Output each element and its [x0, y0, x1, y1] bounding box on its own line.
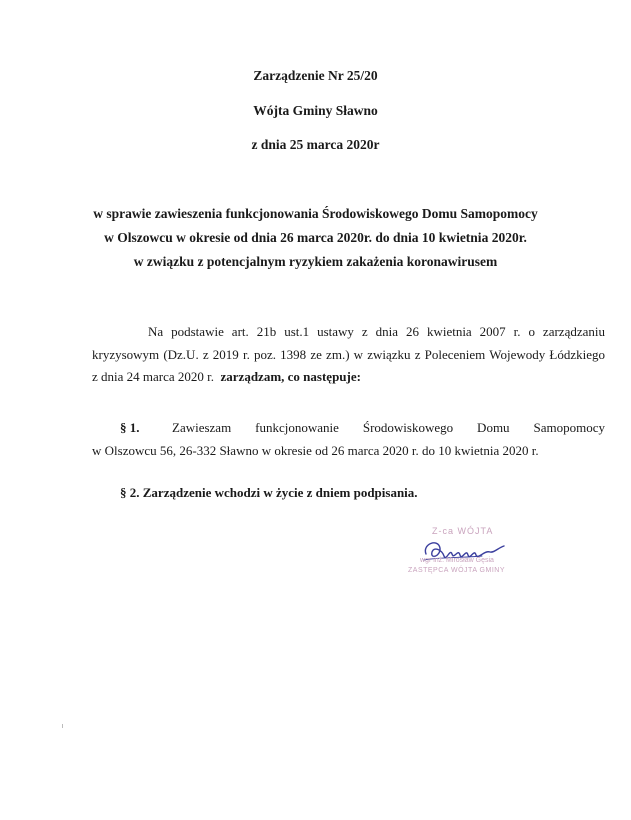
preamble-decree: zarządzam, co następuje:: [220, 369, 361, 384]
subject-line-3: w związku z potencjalnym ryzykiem zakażenia koronawirusem: [133, 254, 498, 269]
stamp-title: Z-ca WÓJTA: [432, 526, 494, 536]
issuing-authority: Wójta Gminy Sławno: [253, 103, 378, 118]
stamp-position: ZASTĘPCA WÓJTA GMINY: [408, 567, 505, 574]
order-date: z dnia 25 marca 2020r: [251, 137, 380, 152]
paragraph-1-mark: § 1.: [120, 420, 140, 435]
stamp-name: wgr inż. Mirosław Gęsia: [420, 557, 494, 564]
subject-line-2: w Olszowcu w okresie od dnia 26 marca 2020r. do dnia 10 kwietnia 2020r.: [104, 230, 527, 245]
preamble-line-2: kryzysowym (Dz.U. z 2019 r. poz. 1398 ze zm.) w związku z Poleceniem Wojewody Łódzkiego: [92, 347, 605, 362]
preamble-line-3: [92, 369, 361, 385]
preamble-line-1: Na podstawie art. 21b ust.1 ustawy z dnia 26 kwietnia 2007 r. o zarządzaniu: [148, 324, 605, 339]
paragraph-1-line-1: Zawieszam funkcjonowanie Środowiskowego Domu Samopomocy: [172, 420, 605, 435]
paragraph-1-line-2: w Olszowcu 56, 26-332 Sławno w okresie od 26 marca 2020 r. do 10 kwietnia 2020 r.: [92, 443, 539, 458]
order-number: Zarządzenie Nr 25/20: [253, 68, 378, 83]
margin-mark: [62, 724, 63, 728]
subject-line-1: w sprawie zawieszenia funkcjonowania Środowiskowego Domu Samopomocy: [93, 206, 538, 221]
official-stamp: [402, 520, 542, 590]
preamble-date: z dnia 24 marca 2020 r.: [92, 369, 215, 384]
paragraph-2: § 2. Zarządzenie wchodzi w życie z dniem podpisania.: [120, 485, 418, 500]
